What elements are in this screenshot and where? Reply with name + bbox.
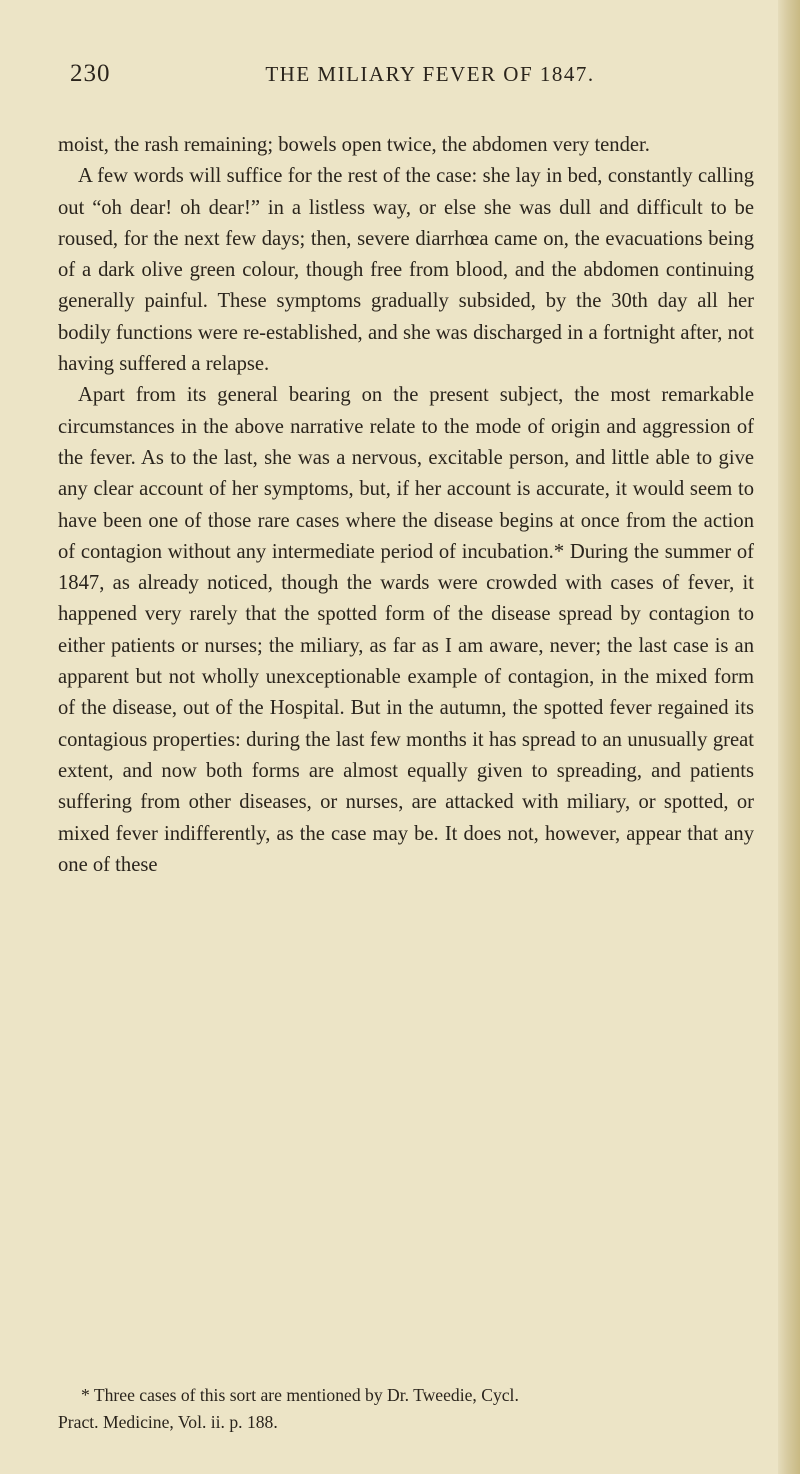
page-number: 230 — [70, 60, 111, 87]
footnote — [58, 1382, 754, 1436]
paragraph-2: A few words will suffice for the rest of the case: she lay in bed, constantly calling out “oh dear! oh dear!” in a listless way, or else she was dull and difficult to be roused, for the next few days; then, severe diarrhœa came on, the evacuations being of a dark olive green colour, though free from blood, and the abdomen continuing generally painful. These symptoms gradually subsided, by the 30th day all her bodily functions were re-established, and she was discharged in a fortnight after, not having suffered a relapse. — [58, 165, 754, 376]
page-edge-shadow — [778, 0, 800, 1474]
body-text — [58, 130, 754, 881]
footnote-line-2: Pract. Medicine, Vol. ii. p. 188. — [58, 1412, 278, 1432]
footnote-line-1: * Three cases of this sort are mentioned by Dr. Tweedie, Cycl. — [81, 1385, 519, 1405]
paragraph-3: Apart from its general bearing on the present subject, the most remarkable circumstances in the above narrative relate to the mode of origin and aggression of the fever. As to the last, she was a nervous, excitable person, and little able to give any clear account of her symptoms, but, if her account is accurate, it would seem to have been one of those rare cases where the disease begins at once from the action of contagion without any intermediate period of incubation.* During the summer of 1847, as already noticed, though the wards were crowded with cases of fever, it happened very rarely that the spotted form of the disease spread by contagion to either patients or nurses; the miliary, as far as I am aware, never; the last case is an apparent but not wholly unexceptionable example of contagion, in the mixed form of the disease, out of the Hospital. But in the autumn, the spotted fever regained its contagious properties: during the last few months it has spread to an unusually great extent, and now both forms are almost equally given to spreading, and patients suffering from other diseases, or nurses, are attacked with miliary, or spotted, or mixed fever indifferently, as the case may be. It does not, however, appear that any one of these — [58, 384, 754, 876]
page-header — [70, 60, 760, 96]
paragraph-1: moist, the rash remaining; bowels open twice, the abdomen very tender. — [58, 134, 650, 156]
running-title: THE MILIARY FEVER OF 1847. — [265, 62, 595, 86]
